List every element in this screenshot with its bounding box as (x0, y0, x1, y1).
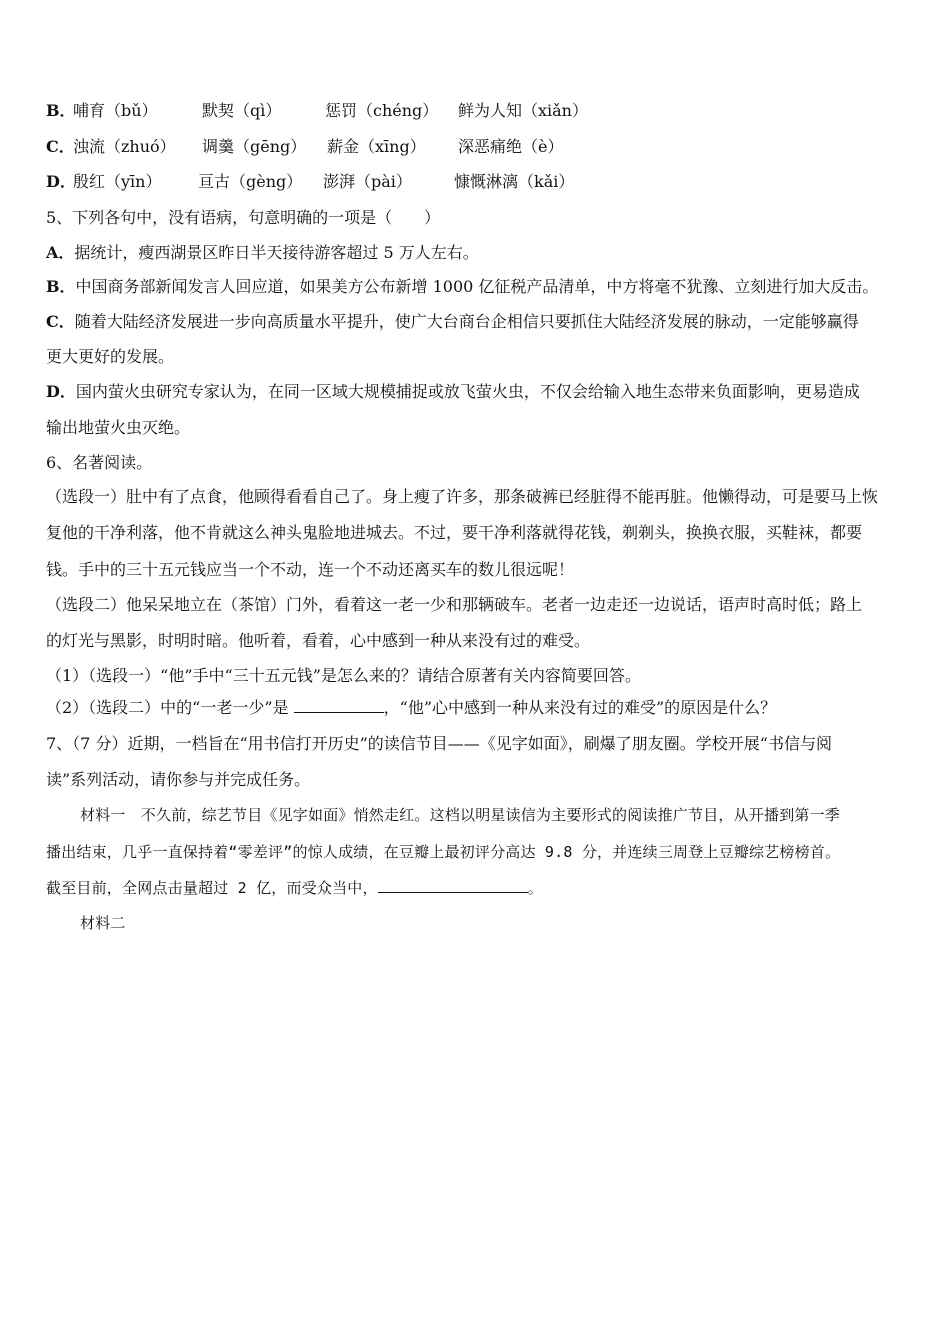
answer-blank[interactable] (378, 878, 528, 893)
option-item: 慷慨淋漓（kǎi） (454, 172, 575, 191)
option-letter: A． (46, 243, 75, 262)
q5-option-c (46, 312, 906, 332)
option-letter: D． (46, 382, 76, 401)
option-text: 随着大陆经济发展进一步向高质量水平提升，使广大台商台企相信只要抓住大陆经济发展的脉动，一定能够赢得 (74, 312, 859, 331)
q6-sub2-text-a: （2）（选段二）中的“一老一少”是 (46, 698, 289, 717)
q5-option-a (46, 243, 906, 263)
option-letter: C． (46, 137, 75, 156)
option-item: 鲜为人知（xiǎn） (458, 101, 588, 120)
option-item: 默契（qì） (202, 101, 282, 120)
q6-stem: 6、名著阅读。 (46, 453, 153, 472)
option-text: 中国商务部新闻发言人回应道，如果美方公布新增 1000 亿征税产品清单，中方将毫不犹豫、立刻进行加大反击。 (75, 277, 879, 296)
q6-sub2 (46, 698, 906, 718)
material1-line2: 播出结束，几乎一直保持着“零差评”的惊人成绩，在豆瓣上最初评分高达 9.8 分，并连续三周登上豆瓣综艺榜榜首。 (46, 843, 841, 861)
option-item: 深恶痛绝（è） (458, 137, 564, 156)
q7-stem-line1: 7、（7 分）近期，一档旨在“用书信打开历史”的读信节目——《见字如面》，刷爆了朋友圈。学校开展“书信与阅 (46, 734, 832, 753)
option-letter: C． (46, 312, 75, 331)
q5-option-d-cont: 输出地萤火虫灭绝。 (46, 418, 191, 437)
material1-line3-end: 。 (527, 879, 543, 897)
option-item: 殷红（yīn） (73, 172, 162, 191)
q6-passage2-line2: 的灯光与黑影，时明时暗。他听着，看着，心中感到一种从来没有过的难受。 (46, 631, 591, 650)
q5-stem: 5、下列各句中，没有语病，句意明确的一项是（ ） (46, 208, 441, 227)
option-letter: D． (46, 172, 76, 191)
q5-option-d (46, 382, 906, 402)
q7-stem-line2: 读”系列活动，请你参与并完成任务。 (46, 770, 311, 789)
answer-blank[interactable] (294, 698, 384, 713)
option-text: 据统计，瘦西湖景区昨日半天接待游客超过 5 万人左右。 (74, 243, 479, 262)
material1-line3 (46, 878, 906, 898)
q6-sub1: （1）（选段一）“他”手中“三十五元钱”是怎么来的？请结合原著有关内容简要回答。 (46, 666, 641, 685)
option-text: 国内萤火虫研究专家认为，在同一区域大规模捕捉或放飞萤火虫，不仅会给输入地生态带来负面影响，更易造成 (75, 382, 860, 401)
option-item: 薪金（xīng） (327, 137, 426, 156)
option-item: 哺育（bǔ） (73, 101, 158, 120)
option-letter: B． (46, 101, 76, 120)
material1-line1: 材料一 不久前，综艺节目《见字如面》悄然走红。这档以明星读信为主要形式的阅读推广节目，从开播到第一季 (80, 806, 841, 824)
q6-passage2-line1: （选段二）他呆呆地立在（茶馆）门外，看着这一老一少和那辆破车。老者一边走还一边说话，语声时高时低；路上 (46, 595, 863, 614)
option-letter: B． (46, 277, 76, 296)
option-item: 惩罚（chéng） (325, 101, 439, 120)
material1-line3-text: 截至目前，全网点击量超过 2 亿，而受众当中， (46, 879, 378, 897)
option-item: 亘古（gèng） (198, 172, 303, 191)
option-item: 调羹（gēng） (202, 137, 307, 156)
q6-passage1-line1: （选段一）肚中有了点食，他顾得看看自己了。身上瘦了许多，那条破裤已经脏得不能再脏。他懒得动，可是要马上恢 (46, 487, 879, 506)
option-item: 澎湃（pài） (323, 172, 412, 191)
option-item: 浊流（zhuó） (73, 137, 176, 156)
q6-passage1-line3: 钱。手中的三十五元钱应当一个不动，连一个不动还离买车的数儿很远呢！ (46, 560, 575, 579)
q6-passage1-line2: 复他的干净利落，他不肯就这么神头鬼脸地进城去。不过，要干净利落就得花钱，剃剃头，换换衣服，买鞋袜，都要 (46, 523, 863, 542)
material2-label: 材料二 (80, 914, 126, 932)
q6-sub2-text-b: ，“他”心中感到一种从来没有过的难受”的原因是什么？ (383, 698, 777, 717)
q5-option-b (46, 277, 906, 297)
q5-option-c-cont: 更大更好的发展。 (46, 347, 175, 366)
